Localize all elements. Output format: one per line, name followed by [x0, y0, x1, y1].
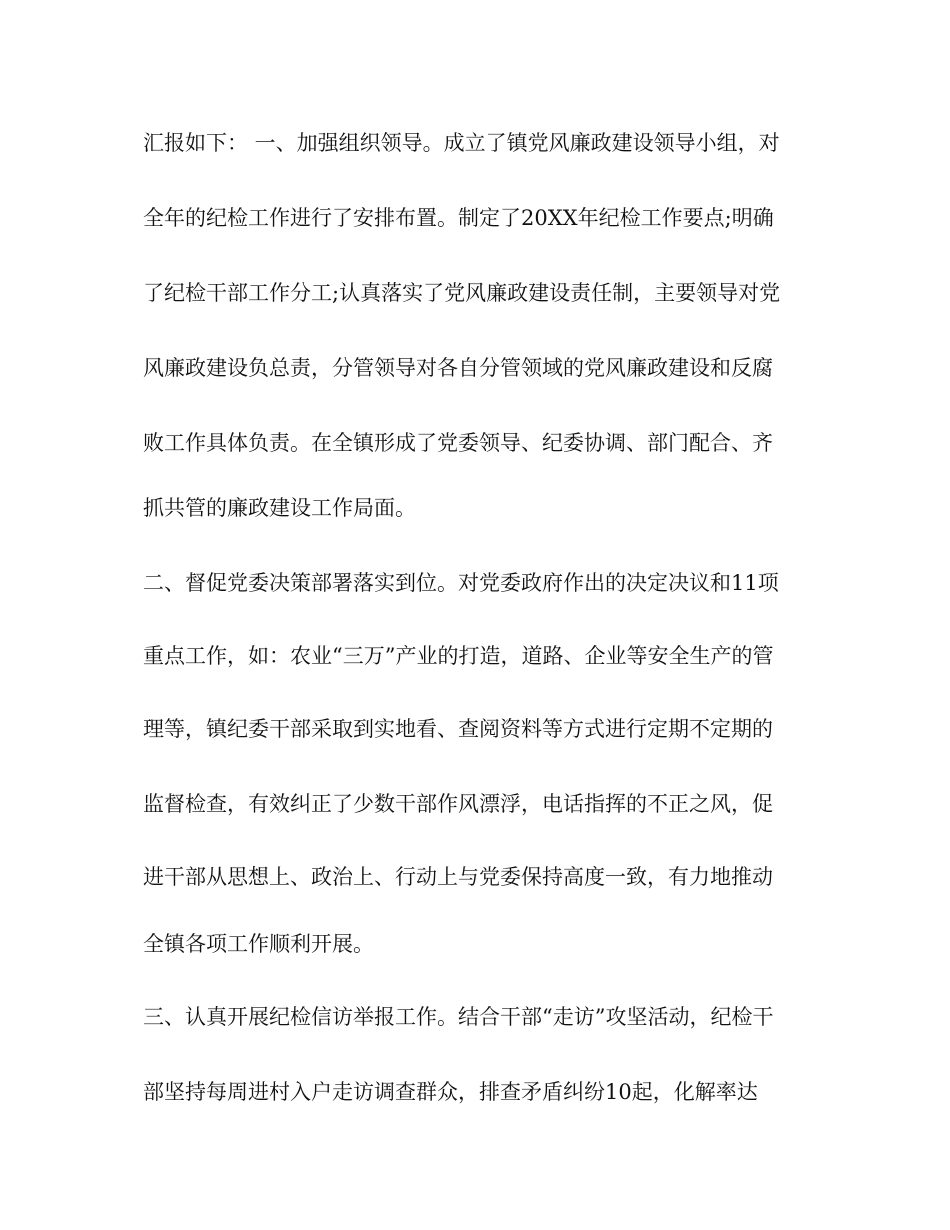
- text-line-10: 监督检查，有效纠正了少数干部作风漂浮，电话指挥的不正之风，促: [143, 792, 773, 816]
- text-line-5: 败工作具体负责。在全镇形成了党委领导、纪委协调、部门配合、齐: [143, 431, 773, 455]
- text-line-6: 抓共管的廉政建设工作局面。: [143, 496, 416, 520]
- text-line-11: 进干部从思想上、政治上、行动上与党委保持高度一致，有力地推动: [143, 865, 773, 889]
- text-line-13: 三、认真开展纪检信访举报工作。结合干部“走访”攻坚活动，纪检干: [143, 1005, 774, 1029]
- text-line-3: 了纪检干部工作分工;认真落实了党风廉政建设责任制，主要领导对党: [143, 281, 781, 305]
- text-line-1: 汇报如下： 一、加强组织领导。成立了镇党风廉政建设领导小组，对: [143, 131, 780, 155]
- text-line-4: 风廉政建设负总责，分管领导对各自分管领域的党风廉政建设和反腐: [143, 356, 773, 380]
- text-line-7: 二、督促党委决策部署落实到位。对党委政府作出的决定决议和11项: [143, 571, 779, 595]
- text-line-12: 全镇各项工作顺利开展。: [143, 932, 374, 956]
- text-line-2: 全年的纪检工作进行了安排布置。制定了20XX年纪检工作要点;明确: [143, 206, 774, 230]
- text-line-8: 重点工作，如：农业“三万”产业的打造，道路、企业等安全生产的管: [143, 644, 774, 668]
- text-line-9: 理等，镇纪委干部采取到实地看、查阅资料等方式进行定期不定期的: [143, 717, 773, 741]
- text-line-14: 部坚持每周进村入户走访调查群众，排查矛盾纠纷10起，化解率达: [143, 1080, 758, 1104]
